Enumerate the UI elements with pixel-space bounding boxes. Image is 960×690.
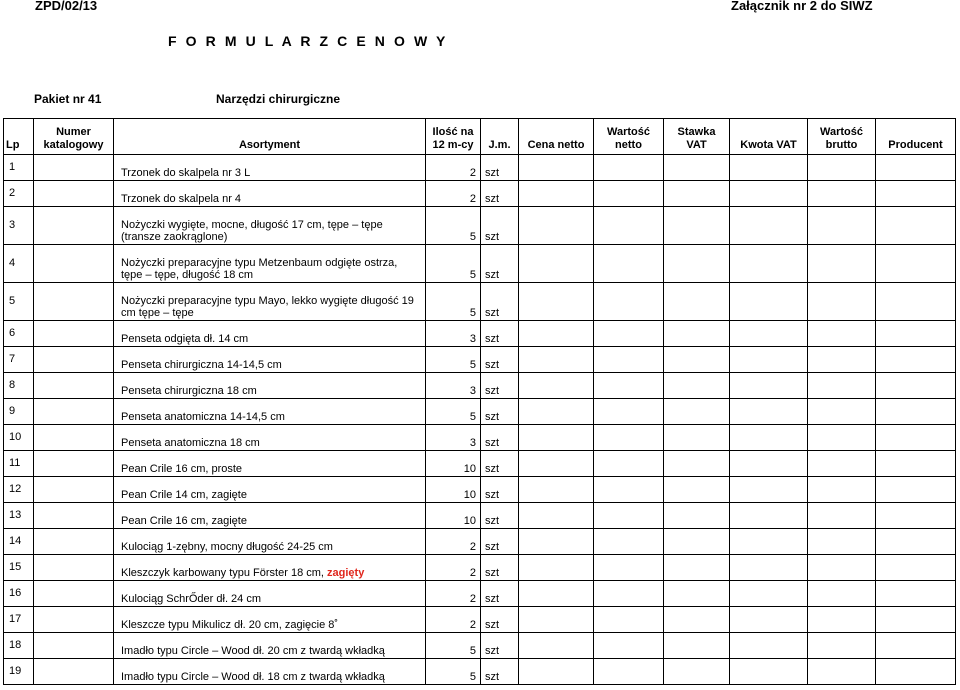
row-catalog — [34, 155, 114, 181]
table-row — [4, 581, 956, 607]
row-lp: 4 — [4, 245, 34, 283]
row-lp: 2 — [4, 181, 34, 207]
table-row — [4, 283, 956, 321]
row-lp: 11 — [4, 451, 34, 477]
table-row — [4, 633, 956, 659]
row-lp: 3 — [4, 207, 34, 245]
row-name: Penseta chirurgiczna 18 cm — [114, 373, 426, 399]
table-row — [4, 659, 956, 685]
row-catalog — [34, 529, 114, 555]
row-lp: 7 — [4, 347, 34, 373]
row-lp: 5 — [4, 283, 34, 321]
row-name: Pean Crile 14 cm, zagięte — [114, 477, 426, 503]
table-header-row — [4, 119, 956, 155]
row-unit: szt — [481, 659, 519, 685]
row-qty: 3 — [426, 425, 481, 451]
col-vat-amount: Kwota VAT — [730, 119, 808, 155]
row-name: Nożyczki preparacyjne typu Metzenbaum odgięte ostrza, tępe – tępe, długość 18 cm — [114, 245, 426, 283]
row-lp: 1 — [4, 155, 34, 181]
table-row — [4, 503, 956, 529]
row-name: Penseta odgięta dł. 14 cm — [114, 321, 426, 347]
row-catalog — [34, 207, 114, 245]
row-qty: 10 — [426, 503, 481, 529]
row-lp: 12 — [4, 477, 34, 503]
row-catalog — [34, 555, 114, 581]
row-unit: szt — [481, 155, 519, 181]
row-name: Kleszczyk karbowany typu Förster 18 cm, zagięty — [114, 555, 426, 581]
document-code: ZPD/02/13 — [35, 0, 98, 13]
row-name: Pean Crile 16 cm, proste — [114, 451, 426, 477]
row-qty: 2 — [426, 607, 481, 633]
row-catalog — [34, 181, 114, 207]
row-catalog — [34, 607, 114, 633]
row-unit: szt — [481, 181, 519, 207]
row-catalog — [34, 321, 114, 347]
table-row — [4, 321, 956, 347]
col-net-price: Cena netto — [519, 119, 594, 155]
row-qty: 3 — [426, 373, 481, 399]
row-catalog — [34, 399, 114, 425]
row-name: Nożyczki wygięte, mocne, długość 17 cm, tępe – tępe (transze zaokrąglone) — [114, 207, 426, 245]
row-lp: 19 — [4, 659, 34, 685]
package-name: Narzędzi chirurgiczne — [216, 92, 341, 106]
row-name: Nożyczki preparacyjne typu Mayo, lekko wygięte długość 19 cm tępe – tępe — [114, 283, 426, 321]
table-row — [4, 155, 956, 181]
row-lp: 15 — [4, 555, 34, 581]
table-row — [4, 399, 956, 425]
row-qty: 10 — [426, 477, 481, 503]
table-row — [4, 529, 956, 555]
row-unit: szt — [481, 451, 519, 477]
row-unit: szt — [481, 207, 519, 245]
row-qty: 10 — [426, 451, 481, 477]
row-qty: 5 — [426, 633, 481, 659]
row-qty: 5 — [426, 399, 481, 425]
row-lp: 13 — [4, 503, 34, 529]
col-unit: J.m. — [481, 119, 519, 155]
row-name: Kleszcze typu Mikulicz dł. 20 cm, zagięcie 8˚ — [114, 607, 426, 633]
row-lp: 18 — [4, 633, 34, 659]
row-catalog — [34, 633, 114, 659]
col-net-value: Wartość netto — [594, 119, 664, 155]
row-name: Penseta anatomiczna 14-14,5 cm — [114, 399, 426, 425]
col-gross-value: Wartość brutto — [808, 119, 876, 155]
col-producer: Producent — [876, 119, 956, 155]
table-row — [4, 555, 956, 581]
row-name: Kulociąg 1-zębny, mocny długość 24-25 cm — [114, 529, 426, 555]
form-title: F O R M U L A R Z C E N O W Y — [168, 33, 448, 49]
row-qty: 5 — [426, 283, 481, 321]
row-qty: 5 — [426, 245, 481, 283]
table-row — [4, 373, 956, 399]
row-name: Trzonek do skalpela nr 3 L — [114, 155, 426, 181]
col-quantity: Ilość na 12 m-cy — [426, 119, 481, 155]
table-row — [4, 451, 956, 477]
table-row — [4, 207, 956, 245]
row-qty: 3 — [426, 321, 481, 347]
row-qty: 5 — [426, 347, 481, 373]
row-qty: 5 — [426, 659, 481, 685]
row-name: Trzonek do skalpela nr 4 — [114, 181, 426, 207]
table-row — [4, 607, 956, 633]
row-qty: 2 — [426, 529, 481, 555]
row-lp: 6 — [4, 321, 34, 347]
row-unit: szt — [481, 529, 519, 555]
row-lp: 14 — [4, 529, 34, 555]
row-name: Pean Crile 16 cm, zagięte — [114, 503, 426, 529]
row-unit: szt — [481, 245, 519, 283]
row-unit: szt — [481, 633, 519, 659]
row-qty: 2 — [426, 155, 481, 181]
row-unit: szt — [481, 581, 519, 607]
row-unit: szt — [481, 321, 519, 347]
row-name: Penseta chirurgiczna 14-14,5 cm — [114, 347, 426, 373]
row-unit: szt — [481, 399, 519, 425]
table-row — [4, 477, 956, 503]
row-qty: 2 — [426, 581, 481, 607]
attachment-label: Załącznik nr 2 do SIWZ — [731, 0, 873, 13]
price-table — [3, 118, 956, 685]
row-qty: 2 — [426, 181, 481, 207]
package-number: Pakiet nr 41 — [34, 92, 102, 106]
row-catalog — [34, 347, 114, 373]
table-row — [4, 425, 956, 451]
row-name: Imadło typu Circle – Wood dł. 18 cm z twardą wkładką — [114, 659, 426, 685]
col-assortment: Asortyment — [114, 119, 426, 155]
row-lp: 8 — [4, 373, 34, 399]
table-row — [4, 181, 956, 207]
row-catalog — [34, 451, 114, 477]
row-unit: szt — [481, 477, 519, 503]
col-catalog-number: Numer katalogowy — [34, 119, 114, 155]
row-catalog — [34, 283, 114, 321]
row-catalog — [34, 477, 114, 503]
row-unit: szt — [481, 607, 519, 633]
row-name: Imadło typu Circle – Wood dł. 20 cm z twardą wkładką — [114, 633, 426, 659]
highlighted-word: zagięty — [327, 567, 365, 579]
row-unit: szt — [481, 555, 519, 581]
row-lp: 9 — [4, 399, 34, 425]
row-lp: 10 — [4, 425, 34, 451]
row-catalog — [34, 373, 114, 399]
row-catalog — [34, 581, 114, 607]
row-unit: szt — [481, 503, 519, 529]
col-vat-rate: Stawka VAT — [664, 119, 730, 155]
col-lp: Lp — [4, 119, 34, 155]
table-row — [4, 245, 956, 283]
row-lp: 17 — [4, 607, 34, 633]
row-catalog — [34, 659, 114, 685]
row-catalog — [34, 245, 114, 283]
row-catalog — [34, 425, 114, 451]
row-name: Penseta anatomiczna 18 cm — [114, 425, 426, 451]
row-catalog — [34, 503, 114, 529]
row-unit: szt — [481, 373, 519, 399]
row-unit: szt — [481, 283, 519, 321]
row-qty: 5 — [426, 207, 481, 245]
row-name: Kulociąg SchrŐder dł. 24 cm — [114, 581, 426, 607]
table-row — [4, 347, 956, 373]
row-unit: szt — [481, 347, 519, 373]
row-unit: szt — [481, 425, 519, 451]
row-qty: 2 — [426, 555, 481, 581]
row-lp: 16 — [4, 581, 34, 607]
